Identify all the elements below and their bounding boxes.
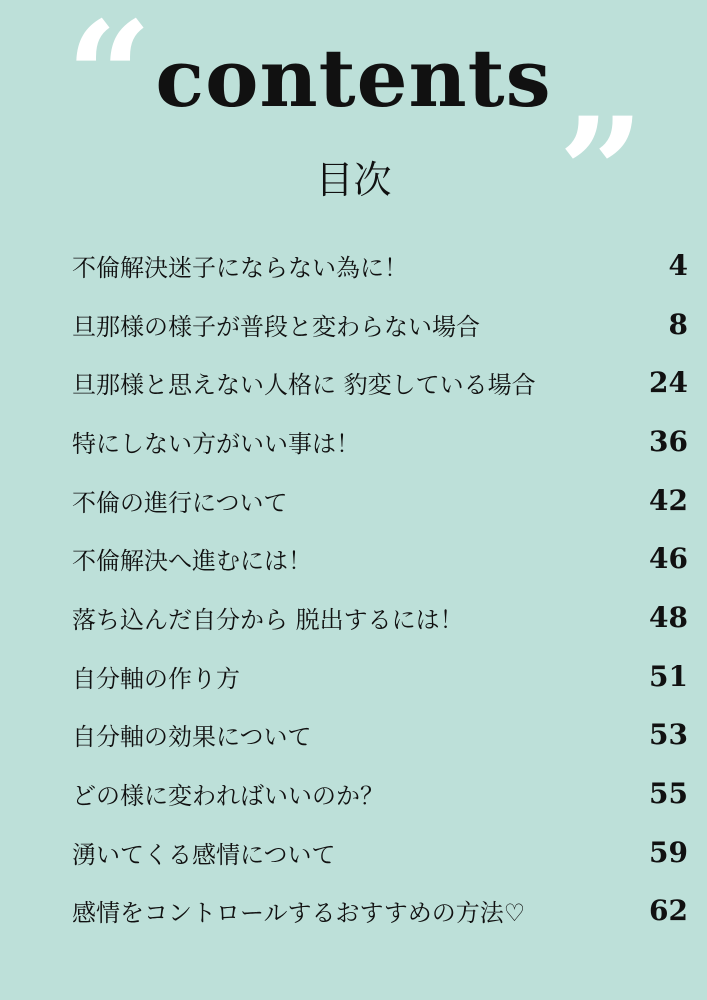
toc-entry-title: 不倫解決迷子にならない為に！ bbox=[72, 253, 408, 282]
toc-entry[interactable] bbox=[72, 412, 688, 471]
toc-entry[interactable] bbox=[72, 647, 688, 706]
toc-entry-page: 24 bbox=[649, 366, 688, 400]
toc-entry[interactable] bbox=[72, 471, 688, 530]
page-title: contents bbox=[155, 31, 552, 125]
toc-entry[interactable] bbox=[72, 764, 688, 823]
toc-entry-page: 4 bbox=[668, 248, 688, 282]
toc-entry-title: 自分軸の効果について bbox=[72, 723, 312, 752]
toc-entry-title: どの様に変わればいいのか？ bbox=[72, 782, 384, 811]
toc-entry-title: 感情をコントロールするおすすめの方法♡ bbox=[72, 899, 526, 928]
toc-entry[interactable] bbox=[72, 823, 688, 882]
toc-entry-page: 62 bbox=[649, 894, 688, 928]
toc-entry-page: 8 bbox=[668, 307, 688, 341]
toc-entry-title: 旦那様の様子が普段と変わらない場合 bbox=[72, 312, 480, 341]
toc-entry-title: 旦那様と思えない人格に 豹変している場合 bbox=[72, 371, 536, 400]
toc-entry-title: 落ち込んだ自分から 脱出するには！ bbox=[72, 605, 464, 634]
toc-entry-page: 59 bbox=[649, 835, 688, 869]
toc-entry[interactable] bbox=[72, 236, 688, 295]
toc-entry-page: 46 bbox=[649, 542, 688, 576]
toc-entry-title: 不倫の進行について bbox=[72, 488, 288, 517]
table-of-contents bbox=[72, 236, 688, 940]
toc-entry-title: 不倫解決へ進むには！ bbox=[72, 547, 312, 576]
toc-entry-page: 53 bbox=[649, 718, 688, 752]
toc-entry[interactable] bbox=[72, 295, 688, 354]
toc-entry-page: 42 bbox=[649, 483, 688, 517]
toc-entry-page: 48 bbox=[649, 600, 688, 634]
toc-entry-title: 自分軸の作り方 bbox=[72, 664, 240, 693]
toc-entry[interactable] bbox=[72, 353, 688, 412]
toc-entry-title: 特にしない方がいい事は！ bbox=[72, 429, 360, 458]
page-subtitle: 目次 bbox=[315, 158, 392, 202]
toc-entry-page: 55 bbox=[649, 777, 688, 811]
toc-entry[interactable] bbox=[72, 882, 688, 941]
toc-entry[interactable] bbox=[72, 588, 688, 647]
toc-entry[interactable] bbox=[72, 706, 688, 765]
toc-entry-page: 51 bbox=[649, 659, 688, 693]
close-quote-mark: ” bbox=[558, 85, 645, 261]
toc-entry[interactable] bbox=[72, 529, 688, 588]
toc-entry-title: 湧いてくる感情について bbox=[72, 840, 336, 869]
open-quote-mark: “ bbox=[66, 0, 153, 165]
toc-entry-page: 36 bbox=[649, 424, 688, 458]
